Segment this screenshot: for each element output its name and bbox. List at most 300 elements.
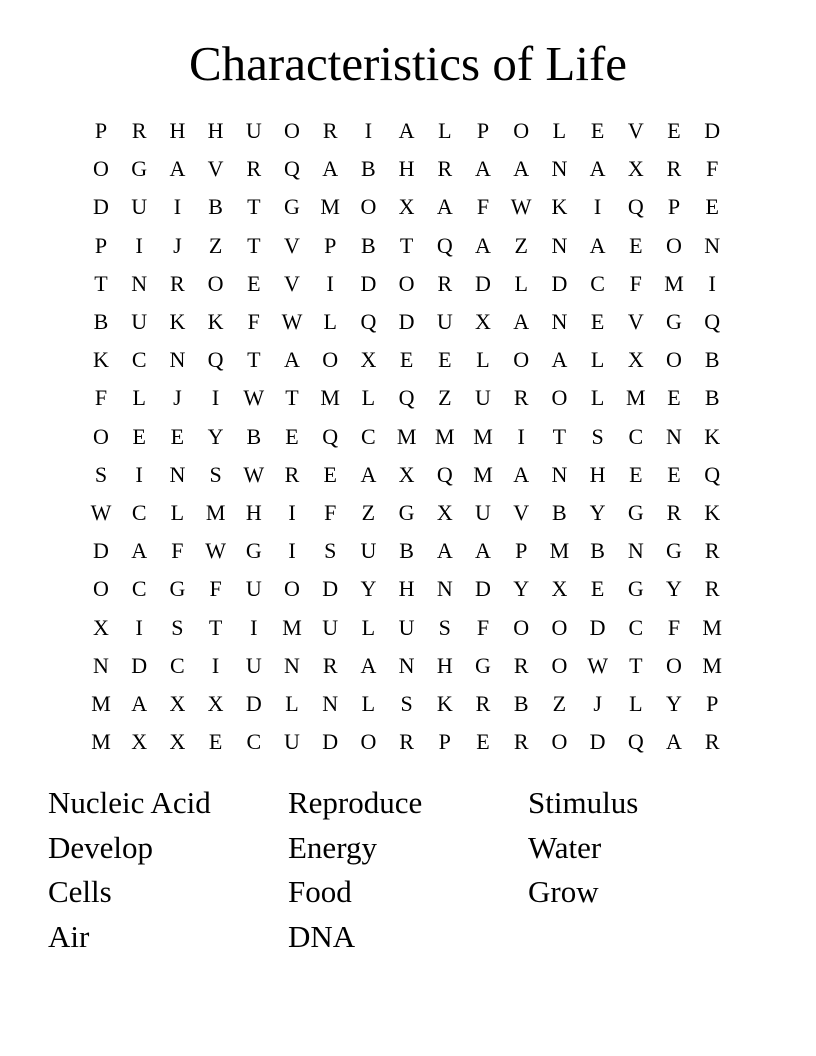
grid-letter: G — [666, 309, 682, 334]
grid-letter: Q — [704, 461, 721, 487]
grid-letter: E — [208, 729, 223, 755]
word-list-item: Grow — [528, 874, 599, 910]
grid-letter: O — [284, 118, 300, 143]
grid-row — [82, 265, 732, 303]
grid-letter: R — [666, 500, 682, 525]
grid-letter: Z — [208, 232, 223, 258]
grid-letter: A — [589, 232, 606, 258]
grid-row — [82, 341, 732, 379]
grid-letter: M — [91, 691, 111, 716]
grid-letter: U — [436, 309, 453, 334]
word-list-item: Stimulus — [528, 785, 639, 820]
grid-letter: H — [398, 576, 415, 602]
grid-letter: I — [364, 118, 373, 143]
grid-letter: E — [323, 461, 337, 487]
grid-letter: L — [361, 691, 376, 716]
grid-letter: M — [702, 614, 722, 640]
grid-letter: A — [284, 347, 300, 373]
grid-letter: N — [131, 270, 148, 296]
grid-letter: D — [131, 652, 148, 678]
grid-letter: C — [628, 423, 644, 449]
grid-letter: V — [627, 309, 644, 334]
word-list-item: Reproduce — [288, 785, 423, 820]
grid-letter: L — [285, 691, 299, 716]
grid-letter: S — [209, 461, 222, 487]
grid-letter: I — [517, 423, 525, 449]
grid-letter: H — [398, 156, 415, 182]
grid-letter: L — [323, 309, 337, 334]
grid-letter: Q — [398, 385, 415, 411]
grid-letter: N — [322, 691, 339, 716]
grid-row — [82, 723, 732, 761]
grid-row — [82, 227, 732, 265]
word-list-item: Cells — [48, 874, 112, 910]
grid-letter: K — [169, 309, 186, 334]
grid-letter: N — [551, 232, 568, 258]
word-list-item: Air — [48, 919, 90, 955]
grid-letter: T — [94, 270, 108, 296]
grid-letter: T — [552, 423, 567, 449]
grid-letter: O — [666, 347, 682, 373]
grid-letter: N — [169, 461, 186, 487]
grid-letter: E — [705, 194, 719, 220]
grid-letter: M — [205, 500, 226, 525]
grid-letter: I — [593, 194, 602, 220]
grid-letter: M — [396, 423, 417, 449]
grid-letter: H — [589, 461, 606, 487]
grid-letter: A — [513, 156, 530, 182]
word-list-item: Food — [288, 874, 352, 910]
grid-letter: O — [284, 576, 300, 602]
grid-letter: Z — [552, 691, 567, 716]
grid-letter: O — [207, 270, 224, 296]
grid-letter: L — [438, 118, 452, 143]
grid-letter: X — [551, 576, 568, 602]
word-list-item: Water — [528, 829, 602, 865]
grid-letter: U — [322, 614, 339, 640]
grid-letter: Y — [360, 576, 377, 602]
grid-letter: M — [320, 194, 340, 220]
grid-letter: A — [398, 118, 415, 143]
grid-letter: E — [438, 347, 452, 373]
grid-letter: S — [400, 691, 413, 716]
grid-letter: E — [170, 423, 185, 449]
grid-letter: L — [590, 347, 605, 373]
grid-letter: N — [551, 156, 568, 182]
grid-letter: A — [475, 538, 491, 564]
grid-letter: A — [436, 194, 453, 220]
grid-letter: B — [361, 156, 376, 182]
grid-letter: O — [513, 614, 530, 640]
grid-letter: B — [93, 309, 109, 334]
grid-letter: L — [552, 118, 567, 143]
grid-letter: E — [247, 270, 261, 296]
grid-letter: L — [476, 347, 490, 373]
grid-row — [82, 418, 732, 456]
grid-letter: L — [170, 500, 185, 525]
grid-letter: O — [398, 270, 415, 296]
grid-letter: H — [245, 500, 262, 525]
grid-letter: R — [704, 538, 720, 564]
grid-letter: R — [399, 729, 414, 755]
grid-letter: O — [551, 652, 568, 678]
grid-letter: K — [207, 309, 224, 334]
word-list-item: Energy — [288, 829, 377, 865]
grid-row — [82, 379, 732, 417]
grid-letter: L — [132, 385, 146, 411]
grid-letter: R — [246, 156, 262, 182]
grid-letter: X — [436, 500, 453, 525]
grid-letter: O — [322, 347, 339, 373]
grid-letter: B — [208, 194, 223, 220]
grid-letter: K — [704, 423, 721, 449]
grid-letter: Y — [513, 576, 530, 602]
grid-row — [82, 456, 732, 494]
grid-letter: I — [135, 461, 143, 487]
grid-row — [82, 532, 732, 570]
grid-letter: D — [475, 576, 491, 602]
grid-letter: R — [131, 118, 147, 143]
grid-letter: C — [590, 270, 605, 296]
grid-letter: G — [398, 500, 415, 525]
grid-row — [82, 570, 732, 608]
grid-letter: A — [169, 156, 186, 182]
grid-letter: Y — [207, 423, 224, 449]
grid-letter: O — [360, 729, 377, 755]
grid-letter: M — [320, 385, 340, 411]
grid-letter: X — [207, 691, 224, 716]
grid-letter: R — [322, 118, 338, 143]
grid-letter: L — [514, 270, 528, 296]
grid-row — [82, 647, 732, 685]
grid-letter: X — [169, 729, 186, 755]
grid-letter: I — [135, 614, 143, 640]
grid-letter: T — [208, 614, 223, 640]
grid-letter: I — [288, 500, 296, 525]
grid-row — [82, 303, 732, 341]
grid-letter: X — [398, 194, 415, 220]
grid-letter: O — [93, 423, 109, 449]
grid-letter: C — [131, 576, 147, 602]
grid-letter: U — [245, 118, 262, 143]
grid-letter: M — [626, 385, 646, 411]
grid-letter: P — [324, 232, 337, 258]
page-title: Characteristics of Life — [188, 36, 628, 91]
grid-letter: A — [322, 156, 339, 182]
grid-letter: N — [93, 652, 109, 678]
grid-letter: K — [93, 347, 109, 373]
grid-letter: E — [667, 118, 681, 143]
grid-row — [82, 609, 732, 647]
grid-letter: K — [436, 691, 453, 716]
grid-letter: O — [93, 576, 109, 602]
grid-letter: P — [438, 729, 451, 755]
grid-letter: V — [513, 500, 530, 525]
grid-letter: C — [131, 347, 147, 373]
grid-letter: B — [590, 538, 605, 564]
grid-letter: M — [473, 423, 493, 449]
grid-letter: D — [589, 729, 606, 755]
grid-letter: R — [513, 385, 529, 411]
word-list-item: Develop — [48, 829, 154, 865]
grid-letter: V — [207, 156, 224, 182]
grid-letter: U — [398, 614, 415, 640]
grid-letter: S — [591, 423, 604, 449]
grid-row — [82, 494, 732, 532]
grid-letter: J — [173, 385, 182, 411]
grid-letter: V — [284, 232, 300, 258]
grid-letter: H — [436, 652, 453, 678]
grid-letter: Y — [666, 576, 682, 602]
grid-letter: E — [590, 118, 605, 143]
grid-letter: L — [590, 385, 605, 411]
grid-letter: U — [245, 576, 262, 602]
grid-row — [82, 188, 732, 226]
grid-letter: N — [284, 652, 300, 678]
grid-letter: N — [398, 652, 415, 678]
grid-letter: Q — [207, 347, 224, 373]
grid-letter: U — [131, 309, 148, 334]
grid-letter: F — [209, 576, 222, 602]
grid-letter: N — [551, 461, 568, 487]
grid-letter: E — [629, 461, 643, 487]
grid-letter: A — [513, 309, 530, 334]
grid-letter: A — [589, 156, 606, 182]
grid-letter: T — [247, 232, 261, 258]
grid-letter: G — [131, 156, 148, 182]
grid-letter: X — [360, 347, 377, 373]
grid-letter: A — [436, 538, 453, 564]
grid-letter: M — [435, 423, 455, 449]
grid-letter: O — [360, 194, 377, 220]
grid-letter: P — [94, 232, 108, 258]
grid-letter: N — [436, 576, 453, 602]
grid-letter: D — [245, 691, 262, 716]
grid-letter: O — [666, 232, 682, 258]
grid-row — [82, 112, 732, 150]
grid-letter: U — [284, 729, 300, 755]
grid-letter: W — [205, 538, 226, 564]
grid-letter: E — [399, 347, 414, 373]
grid-letter: Q — [360, 309, 377, 334]
grid-letter: G — [627, 576, 644, 602]
grid-letter: T — [247, 347, 261, 373]
grid-letter: M — [473, 461, 493, 487]
grid-letter: L — [361, 614, 376, 640]
grid-letter: C — [628, 614, 644, 640]
grid-letter: W — [243, 385, 265, 411]
grid-letter: A — [513, 461, 530, 487]
grid-letter: E — [590, 309, 605, 334]
grid-letter: I — [211, 652, 220, 678]
word-list-item: DNA — [288, 919, 356, 955]
grid-letter: B — [361, 232, 376, 258]
grid-letter: G — [475, 652, 491, 678]
grid-letter: E — [667, 461, 681, 487]
grid-letter: P — [667, 194, 681, 220]
grid-letter: A — [475, 156, 491, 182]
grid-letter: U — [131, 194, 148, 220]
grid-letter: X — [131, 729, 148, 755]
grid-letter: I — [135, 232, 143, 258]
grid-letter: A — [666, 729, 682, 755]
grid-letter: F — [476, 614, 490, 640]
grid-letter: A — [131, 691, 148, 716]
grid-letter: S — [171, 614, 184, 640]
grid-letter: N — [169, 347, 186, 373]
grid-letter: Q — [322, 423, 339, 449]
grid-letter: M — [549, 538, 570, 564]
grid-letter: A — [131, 538, 148, 564]
grid-letter: P — [706, 691, 719, 716]
grid-letter: Z — [514, 232, 528, 258]
grid-letter: D — [589, 614, 606, 640]
grid-letter: H — [169, 118, 186, 143]
grid-letter: A — [551, 347, 568, 373]
grid-letter: I — [250, 614, 258, 640]
grid-letter: I — [288, 538, 296, 564]
grid-letter: U — [475, 500, 491, 525]
grid-letter: D — [93, 194, 109, 220]
grid-letter: Y — [666, 691, 682, 716]
grid-letter: Y — [589, 500, 606, 525]
grid-letter: P — [515, 538, 528, 564]
grid-letter: I — [326, 270, 334, 296]
grid-letter: I — [708, 270, 716, 296]
grid-letter: O — [666, 652, 682, 678]
grid-letter: S — [324, 538, 337, 564]
grid-letter: W — [243, 461, 265, 487]
grid-letter: G — [666, 538, 682, 564]
grid-letter: R — [170, 270, 185, 296]
grid-letter: F — [171, 538, 184, 564]
grid-row — [82, 685, 732, 723]
grid-letter: E — [667, 385, 681, 411]
grid-letter: I — [173, 194, 182, 220]
grid-letter: A — [360, 461, 377, 487]
grid-letter: S — [94, 461, 108, 487]
grid-letter: T — [399, 232, 414, 258]
grid-letter: B — [704, 385, 720, 411]
grid-letter: R — [666, 156, 682, 182]
grid-letter: F — [629, 270, 642, 296]
grid-letter: R — [704, 729, 720, 755]
grid-letter: R — [322, 652, 338, 678]
grid-letter: G — [284, 194, 300, 220]
grid-letter: X — [627, 347, 644, 373]
grid-letter: T — [285, 385, 299, 411]
grid-letter: K — [704, 500, 721, 525]
grid-letter: E — [629, 232, 643, 258]
grid-letter: D — [93, 538, 109, 564]
grid-letter: N — [704, 232, 721, 258]
grid-letter: X — [169, 691, 186, 716]
grid-letter: N — [627, 538, 644, 564]
grid-letter: D — [360, 270, 377, 296]
grid-letter: F — [94, 385, 108, 411]
grid-letter: J — [593, 691, 602, 716]
grid-letter: O — [551, 385, 568, 411]
grid-letter: G — [245, 538, 262, 564]
grid-letter: H — [207, 118, 224, 143]
grid-letter: O — [93, 156, 109, 182]
grid-letter: B — [246, 423, 262, 449]
grid-letter: U — [360, 538, 377, 564]
grid-letter: Q — [627, 729, 644, 755]
grid-letter: W — [587, 652, 608, 678]
grid-letter: B — [513, 691, 529, 716]
grid-letter: X — [475, 309, 491, 334]
grid-letter: W — [510, 194, 532, 220]
grid-letter: D — [475, 270, 491, 296]
grid-letter: M — [664, 270, 684, 296]
grid-letter: T — [247, 194, 261, 220]
grid-letter: A — [360, 652, 377, 678]
grid-letter: Q — [436, 461, 453, 487]
grid-letter: M — [91, 729, 111, 755]
grid-letter: D — [398, 309, 415, 334]
grid-letter: V — [284, 270, 300, 296]
grid-row — [82, 150, 732, 188]
grid-letter: O — [513, 118, 530, 143]
grid-letter: N — [666, 423, 682, 449]
grid-letter: L — [629, 691, 643, 716]
grid-letter: B — [704, 347, 720, 373]
grid-letter: O — [551, 614, 568, 640]
grid-letter: D — [322, 729, 339, 755]
grid-letter: F — [324, 500, 337, 525]
grid-letter: C — [246, 729, 262, 755]
grid-letter: E — [285, 423, 299, 449]
grid-letter: Z — [438, 385, 452, 411]
grid-letter: F — [706, 156, 719, 182]
grid-letter: O — [513, 347, 530, 373]
grid-letter: Q — [284, 156, 300, 182]
grid-letter: L — [361, 385, 376, 411]
grid-letter: D — [322, 576, 339, 602]
grid-letter: X — [93, 614, 109, 640]
grid-letter: I — [211, 385, 220, 411]
grid-letter: U — [245, 652, 262, 678]
grid-letter: J — [173, 232, 182, 258]
grid-letter: Q — [704, 309, 721, 334]
grid-letter: G — [169, 576, 186, 602]
grid-letter: E — [590, 576, 605, 602]
grid-letter: C — [361, 423, 376, 449]
grid-letter: R — [513, 652, 529, 678]
grid-letter: R — [437, 270, 453, 296]
grid-letter: X — [398, 461, 415, 487]
grid-letter: W — [90, 500, 112, 525]
grid-letter: S — [438, 614, 451, 640]
grid-letter: T — [629, 652, 643, 678]
grid-letter: D — [551, 270, 568, 296]
grid-letter: F — [476, 194, 490, 220]
grid-letter: M — [702, 652, 722, 678]
grid-letter: R — [513, 729, 529, 755]
grid-letter: D — [704, 118, 721, 143]
word-list-item: Nucleic Acid — [48, 785, 211, 820]
grid-letter: W — [281, 309, 303, 334]
grid-letter: F — [247, 309, 260, 334]
grid-letter: B — [399, 538, 414, 564]
grid-letter: Z — [361, 500, 376, 525]
grid-letter: N — [551, 309, 568, 334]
grid-letter: R — [437, 156, 453, 182]
grid-letter: K — [551, 194, 568, 220]
grid-letter: R — [284, 461, 300, 487]
grid-letter: Q — [436, 232, 453, 258]
